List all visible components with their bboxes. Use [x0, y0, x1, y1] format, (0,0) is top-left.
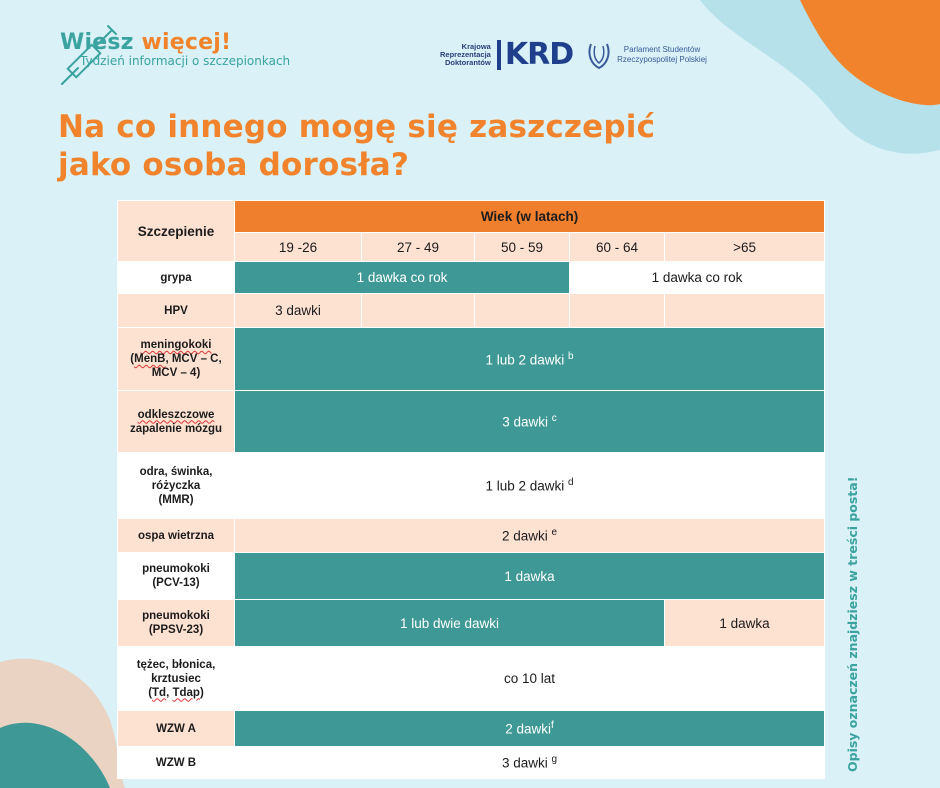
meningokoki-footnote: b [568, 350, 574, 362]
ospa-footnote: e [551, 527, 558, 539]
meningokoki-value-text: 1 lub 2 dawki [485, 352, 565, 368]
pcv-line-1: pneumokoki [142, 563, 210, 575]
ospa-value [235, 519, 825, 553]
ppsv-line-2: (PPSV-23) [148, 624, 204, 636]
odkleszczowe-value-text: 3 dawki [502, 414, 549, 430]
age-group-50-59: 50 - 59 [475, 233, 570, 262]
table-row [118, 600, 825, 647]
meningokoki-word: meningokoki [140, 339, 212, 351]
table-row [118, 328, 825, 391]
age-group-60-64: 60 - 64 [570, 233, 665, 262]
table-row [118, 391, 825, 453]
hpv-empty-4 [665, 294, 825, 328]
header-vaccine-label: Szczepienie [137, 223, 215, 239]
tezec-value: co 10 lat [235, 647, 825, 711]
ps-line-2: Rzeczypospolitej Polskiej [617, 55, 707, 64]
mmr-line-2: różyczka [151, 479, 201, 492]
ppsv-line-1: pneumokoki [142, 610, 210, 622]
row-name-tezec: tężec, błonica, krztusiec (Td, Tdap) [118, 647, 235, 711]
grypa-value-60-plus: 1 dawka co rok [570, 262, 825, 294]
table-row [118, 294, 825, 328]
row-name-mmr [118, 453, 235, 519]
page-title-line-1: Na co innego mogę się zaszczepić [58, 109, 656, 145]
odkleszczowe-line-2: zapalenie mózgu [129, 422, 223, 435]
wzw-b-value [235, 747, 825, 779]
krd-line-3: Doktorantów [445, 58, 491, 67]
table-row [118, 262, 825, 294]
mmr-line-1: odra, świnka, [139, 465, 213, 478]
side-note-text: Opisy oznaczeń znajdziesz w treści posta! [845, 476, 860, 772]
header-vaccine [118, 201, 235, 262]
odkleszczowe-footnote: c [551, 413, 557, 425]
top-right-decoration [640, 0, 940, 200]
row-name-wzw-a: WZW A [118, 711, 235, 747]
meningokoki-rest: , MCV – C, [165, 353, 222, 365]
meningokoki-line-3: MCV – 4) [151, 367, 201, 379]
hpv-empty-2 [475, 294, 570, 328]
grypa-value-under-60: 1 dawka co rok [235, 262, 570, 294]
ppsv-value-65-plus: 1 dawka [665, 600, 825, 647]
ps-logo [587, 40, 707, 70]
tezec-line-2: krztusiec [151, 672, 201, 685]
wzw-b-footnote: g [551, 754, 558, 766]
partner-logos [440, 37, 707, 72]
krd-logo-text [440, 43, 491, 67]
row-name-ospa: ospa wietrzna [118, 519, 235, 553]
wzw-b-value-text: 3 dawki [501, 755, 548, 771]
hpv-empty-3 [570, 294, 665, 328]
row-name-hpv: HPV [118, 294, 235, 328]
age-group-27-49: 27 - 49 [362, 233, 475, 262]
side-note [835, 472, 860, 772]
td-word: Td [152, 686, 167, 699]
row-name-ppsv [118, 600, 235, 647]
mmr-footnote: d [568, 477, 574, 489]
hpv-empty-1 [362, 294, 475, 328]
hpv-value: 3 dawki [235, 294, 362, 328]
mmr-value-text: 1 lub 2 dawki [485, 478, 565, 494]
meningokoki-value [235, 328, 825, 391]
ps-emblem-icon [587, 40, 611, 70]
krd-line-2: Reprezentacja [440, 50, 491, 59]
vaccination-table [117, 200, 825, 779]
page-title-line-2: jako osoba dorosła? [58, 147, 410, 183]
wzw-a-value [235, 711, 825, 747]
row-name-wzw-b: WZW B [118, 747, 235, 779]
row-name-grypa: grypa [118, 262, 235, 294]
table-row [118, 711, 825, 747]
menb-word: MenB [134, 353, 166, 365]
age-group-19-26: 19 -26 [235, 233, 362, 262]
pcv-value: 1 dawka [235, 553, 825, 600]
ospa-value-text: 2 dawki [501, 528, 548, 544]
odkleszczowe-value [235, 391, 825, 453]
odkleszczowe-word: odkleszczowe [137, 408, 215, 421]
table-header-row [118, 201, 825, 233]
table-row [118, 647, 825, 711]
krd-logo-mark: KRD [497, 40, 573, 70]
header-age: Wiek (w latach) [235, 201, 825, 233]
row-name-odkleszczowe [118, 391, 235, 453]
ps-logo-text [617, 45, 707, 65]
pcv-line-2: (PCV-13) [152, 577, 200, 589]
tezec-line-1: tężec, błonica, [136, 658, 216, 671]
table-row [118, 553, 825, 600]
krd-line-1: Krajowa [461, 42, 491, 51]
brand-title-accent: więcej! [141, 30, 232, 55]
page-title [58, 108, 655, 184]
row-name-pcv [118, 553, 235, 600]
wzw-a-footnote: f [551, 720, 554, 732]
syringe-icon [58, 20, 128, 90]
table-row [118, 747, 825, 779]
ppsv-value-under-65: 1 lub dwie dawki [235, 600, 665, 647]
mmr-value [235, 453, 825, 519]
wzw-a-value-text: 2 dawki [505, 721, 552, 737]
tdap-word: Tdap [172, 686, 200, 699]
table-row [118, 519, 825, 553]
table-row [118, 453, 825, 519]
ps-line-1: Parlament Studentów [623, 45, 701, 54]
brand-title-prefix: Wiesz [60, 30, 142, 55]
mmr-line-3: (MMR) [158, 493, 194, 506]
row-name-meningokoki: meningokoki (MenB, MCV – C, MCV – 4) [118, 328, 235, 391]
age-group-65-plus: >65 [665, 233, 825, 262]
brand-subtitle: Tydzień informacji o szczepionkach [80, 54, 291, 68]
